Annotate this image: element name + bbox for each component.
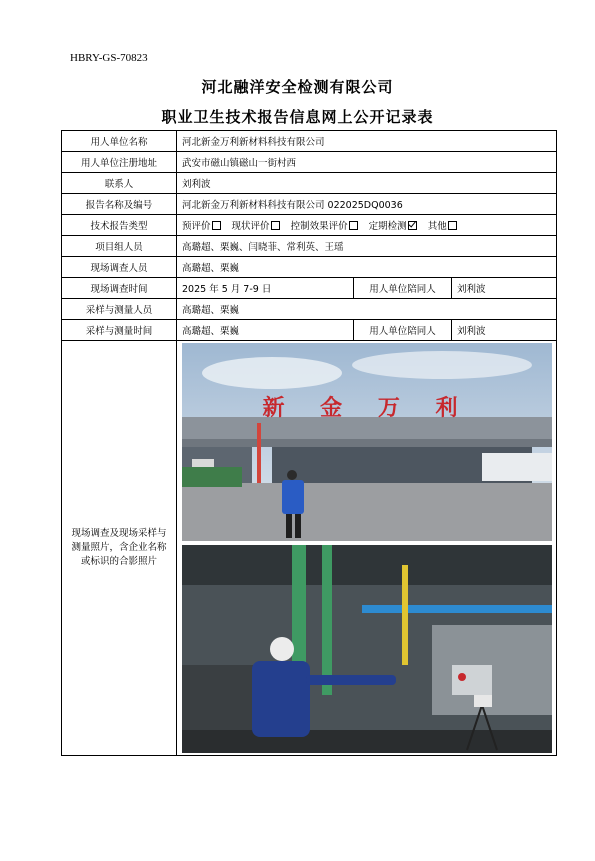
- building: [482, 453, 552, 481]
- row-sampling-time: [62, 320, 557, 341]
- checkbox-icon: [448, 221, 457, 230]
- cloud: [352, 351, 532, 379]
- ceiling: [182, 545, 552, 585]
- row-report-type: [62, 215, 557, 236]
- option-periodic-test: 定期检测: [369, 221, 417, 232]
- survey-escort-value: 刘利波: [452, 278, 557, 299]
- survey-time-label: 现场调查时间: [62, 278, 177, 299]
- cloud: [202, 357, 342, 389]
- green-pillar: [322, 545, 332, 695]
- sampling-escort-value: 刘利波: [452, 320, 557, 341]
- checkbox-icon: [349, 221, 358, 230]
- row-sampling-staff: [62, 299, 557, 320]
- address-value: 武安市磁山镇磁山一街村西: [177, 152, 557, 173]
- team-label: 项目组人员: [62, 236, 177, 257]
- worker-helmet: [270, 637, 294, 661]
- trees: [182, 467, 242, 487]
- row-photos: [62, 341, 557, 756]
- report-type-options: [177, 215, 557, 236]
- survey-staff-label: 现场调查人员: [62, 257, 177, 278]
- workshop-photo: [182, 545, 552, 753]
- option-pre-evaluation: 预评价: [182, 221, 221, 232]
- checkbox-icon: [212, 221, 221, 230]
- checkbox-icon: [271, 221, 280, 230]
- worker-uniform: [252, 661, 310, 737]
- survey-time-value: 2025 年 5 月 7-9 日: [177, 278, 354, 299]
- sampling-device: [474, 695, 492, 707]
- worker-arm: [306, 675, 396, 685]
- row-report: [62, 194, 557, 215]
- yellow-rail: [402, 565, 408, 665]
- row-survey-staff: [62, 257, 557, 278]
- company-title: 河北融洋安全检测有限公司: [201, 78, 394, 96]
- person-uniform: [282, 480, 304, 514]
- sampling-time-label: 采样与测量时间: [62, 320, 177, 341]
- team-value: 高璐超、栗巍、闫晓菲、常利英、王瑶: [177, 236, 557, 257]
- record-table: [61, 130, 557, 756]
- survey-escort-label: 用人单位陪同人: [354, 278, 452, 299]
- employer-value: 河北新金万利新材料科技有限公司: [177, 131, 557, 152]
- button-light: [458, 673, 466, 681]
- option-control-effect: 控制效果评价: [291, 221, 358, 232]
- gate-beam-shadow: [182, 439, 552, 447]
- option-status-evaluation: 现状评价: [232, 221, 280, 232]
- control-panel: [452, 665, 492, 695]
- record-title: 职业卫生技术报告信息网上公开记录表: [161, 108, 434, 126]
- road: [182, 483, 552, 541]
- photos-label: 现场调查及现场采样与测量照片，含企业名称或标识的合影照片: [62, 341, 177, 756]
- checkbox-checked-icon: [408, 221, 417, 230]
- contact-label: 联系人: [62, 173, 177, 194]
- row-address: [62, 152, 557, 173]
- report-label: 报告名称及编号: [62, 194, 177, 215]
- report-value: 河北新金万利新材料科技有限公司 022025DQ0036: [177, 194, 557, 215]
- person-leg: [286, 514, 292, 538]
- sampling-staff-label: 采样与测量人员: [62, 299, 177, 320]
- row-employer: [62, 131, 557, 152]
- sampling-staff-value: 高璐超、栗巍: [177, 299, 557, 320]
- employer-label: 用人单位名称: [62, 131, 177, 152]
- option-other: 其他: [428, 221, 457, 232]
- survey-staff-value: 高璐超、栗巍: [177, 257, 557, 278]
- document-code: HBRY-GS-70823: [70, 52, 148, 64]
- report-type-label: 技术报告类型: [62, 215, 177, 236]
- sampling-escort-label: 用人单位陪同人: [354, 320, 452, 341]
- gate-sign: 新 金 万 利: [262, 395, 472, 421]
- row-team: [62, 236, 557, 257]
- gate-photo: [182, 343, 552, 541]
- contact-value: 刘利波: [177, 173, 557, 194]
- blue-beam: [362, 605, 552, 613]
- photos-cell: [177, 341, 557, 756]
- person-head: [287, 470, 297, 480]
- sampling-time-value: 高璐超、栗巍: [177, 320, 354, 341]
- row-survey-time: [62, 278, 557, 299]
- person-leg: [295, 514, 301, 538]
- row-contact: [62, 173, 557, 194]
- address-label: 用人单位注册地址: [62, 152, 177, 173]
